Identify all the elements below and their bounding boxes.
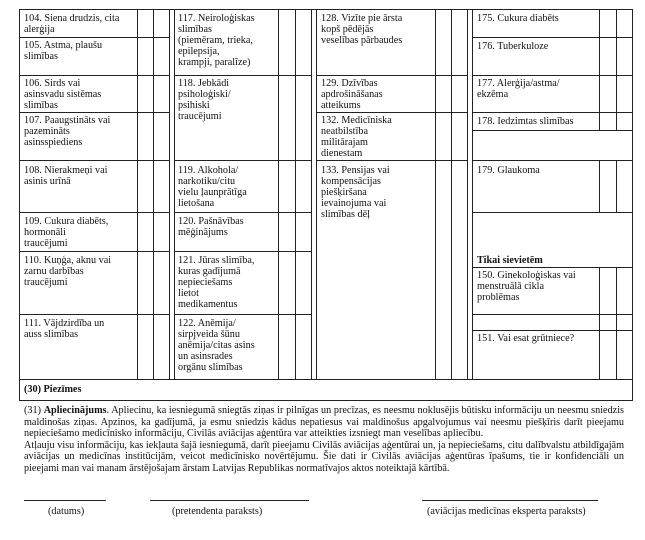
row-divider	[316, 75, 467, 76]
row-divider	[19, 251, 169, 252]
notes-bottom-line	[19, 400, 633, 401]
col-divider	[278, 9, 279, 379]
question-133: 133. Pensijas vai kompensācijas piešķiršana ievainojuma vai slimības dēļ	[321, 165, 390, 220]
col-divider	[451, 9, 452, 379]
row-divider	[316, 160, 467, 161]
date-label: (datums)	[48, 506, 85, 517]
table-border-left	[19, 9, 20, 401]
row-divider	[316, 112, 467, 113]
table-border-right	[632, 9, 633, 401]
row-divider	[19, 212, 169, 213]
row-divider	[472, 330, 632, 331]
question-128: 128. Vizīte pie ārsta kopš pēdējās veselības pārbaudes	[321, 13, 403, 46]
question-107: 107. Paaugstināts vai pazemināts asinsspiediens	[24, 115, 111, 148]
question-150: 150. Ginekoloģiskas vai menstruālā cikla problēmas	[477, 270, 576, 303]
col-divider	[616, 160, 617, 212]
declaration-paragraph-1: . Apliecinu, ka iesniegumā sniegtās ziņas ir pilnīgas un precīzas, es neesmu noklusējis būtisku informāciju un neesmu sniedzis maldinošas ziņas. Apzinos, ka gadījumā, ja esmu sniedzis kādus nepatiesus vai maldinošus apgalvojumus vai neesmu piešķīris darīt pieejamu nepieciešamo medicīnisko informāciju, Civilās aviācijas aģentūra var atteikties izsniegt man veselības apliecību.	[24, 405, 624, 440]
row-divider	[174, 75, 311, 76]
question-117: 117. Neiroloģiskas slimības (piemēram, trieka, epilepsija, krampji, paralīze)	[178, 13, 255, 68]
question-176: 176. Tuberkuloze	[477, 41, 549, 52]
col-divider	[599, 267, 600, 379]
declaration	[24, 405, 624, 475]
question-119: 119. Alkohola/ narkotiku/citu vielu ļaunprātīga lietošana	[178, 165, 247, 209]
row-divider	[174, 212, 311, 213]
row-divider	[472, 37, 632, 38]
col-divider	[295, 9, 296, 379]
question-104: 104. Siena drudzis, cita alerģija	[24, 13, 120, 35]
applicant-signature-line	[150, 500, 309, 501]
question-109: 109. Cukura diabēts, hormonāli traucējumi	[24, 216, 109, 249]
question-151: 151. Vai esat grūtniece?	[477, 333, 575, 344]
row-divider	[19, 37, 169, 38]
question-179: 179. Glaukoma	[477, 165, 540, 176]
question-129: 129. Dzīvības apdrošināšanas atteikums	[321, 78, 383, 111]
question-120: 120. Pašnāvības mēģinājums	[178, 216, 244, 238]
question-111: 111. Vājdzirdība un auss slimības	[24, 318, 105, 340]
row-divider	[174, 160, 311, 161]
col-divider	[599, 160, 600, 212]
row-divider	[472, 112, 632, 113]
notes-label: (30) Piezīmes	[24, 384, 82, 395]
row-divider	[472, 212, 632, 213]
question-106: 106. Sirds vai asinsvadu sistēmas slimības	[24, 78, 102, 111]
table-bottom-line	[19, 379, 633, 380]
question-178: 178. Iedzimtas slimības	[477, 116, 574, 127]
table-border-top	[19, 9, 633, 10]
row-divider	[19, 112, 169, 113]
row-divider	[19, 314, 169, 315]
date-signature-line	[24, 500, 106, 501]
applicant-signature-label: (pretendenta paraksts)	[172, 506, 263, 517]
col-divider	[153, 9, 154, 379]
col-divider	[435, 9, 436, 379]
question-175: 175. Cukura diabēts	[477, 13, 559, 24]
row-divider	[472, 314, 632, 315]
declaration-heading: Apliecinājums	[43, 405, 107, 416]
row-divider	[174, 314, 311, 315]
col-divider	[472, 9, 473, 379]
examiner-signature-label: (aviācijas medicīnas eksperta paraksts)	[427, 506, 586, 517]
row-divider	[19, 75, 169, 76]
declaration-paragraph-2: Atļauju visu informāciju, kas iekļauta šajā iesniegumā, darīt pieejamu Civilās aviācijas aģentūrai un, ja nepieciešams, citu dalībvalstu atbildīgajām aviācijas un medicīnas institūcijām, veicot medicīnisko novērtējumu. Šie dati ir Civilās aviācijas aģentūras īpašums, tie ir konfidenciāli un pieejami man vai manam ārstējošajam ārstam Latvijas Republikas normatīvajos aktos noteiktajā kārtībā.	[24, 439, 624, 474]
question-132: 132. Medicīniska neatbilstība militārajam dienestam	[321, 115, 392, 159]
question-108: 108. Nierakmeņi vai asinis urīnā	[24, 165, 108, 187]
row-divider	[19, 160, 169, 161]
row-divider	[472, 130, 632, 131]
question-118: 118. Jebkādi psiholoģiski/ psihiski traucējumi	[178, 78, 231, 122]
col-divider	[616, 267, 617, 379]
col-divider	[316, 9, 317, 379]
col-divider	[169, 9, 170, 379]
declaration-number: (31)	[24, 405, 41, 416]
col-divider	[137, 9, 138, 379]
women-only-heading: Tikai sievietēm	[477, 255, 543, 266]
examiner-signature-line	[422, 500, 598, 501]
row-divider	[174, 251, 311, 252]
row-divider	[472, 267, 632, 268]
question-121: 121. Jūras slimība, kuras gadījumā nepieciešams lietot medikamentus	[178, 255, 255, 310]
question-122: 122. Anēmija/ sirpjveida šūnu anēmija/citas asins un asinsrades orgānu slimības	[178, 318, 255, 373]
col-divider	[311, 9, 312, 379]
col-divider	[467, 9, 468, 379]
question-177: 177. Alerģija/astma/ ekzēma	[477, 78, 560, 100]
question-105: 105. Astma, plaušu slimības	[24, 40, 103, 62]
row-divider	[472, 75, 632, 76]
question-110: 110. Kuņģa, aknu vai zarnu darbības traucējumi	[24, 255, 112, 288]
col-divider	[174, 9, 175, 379]
row-divider	[472, 160, 632, 161]
